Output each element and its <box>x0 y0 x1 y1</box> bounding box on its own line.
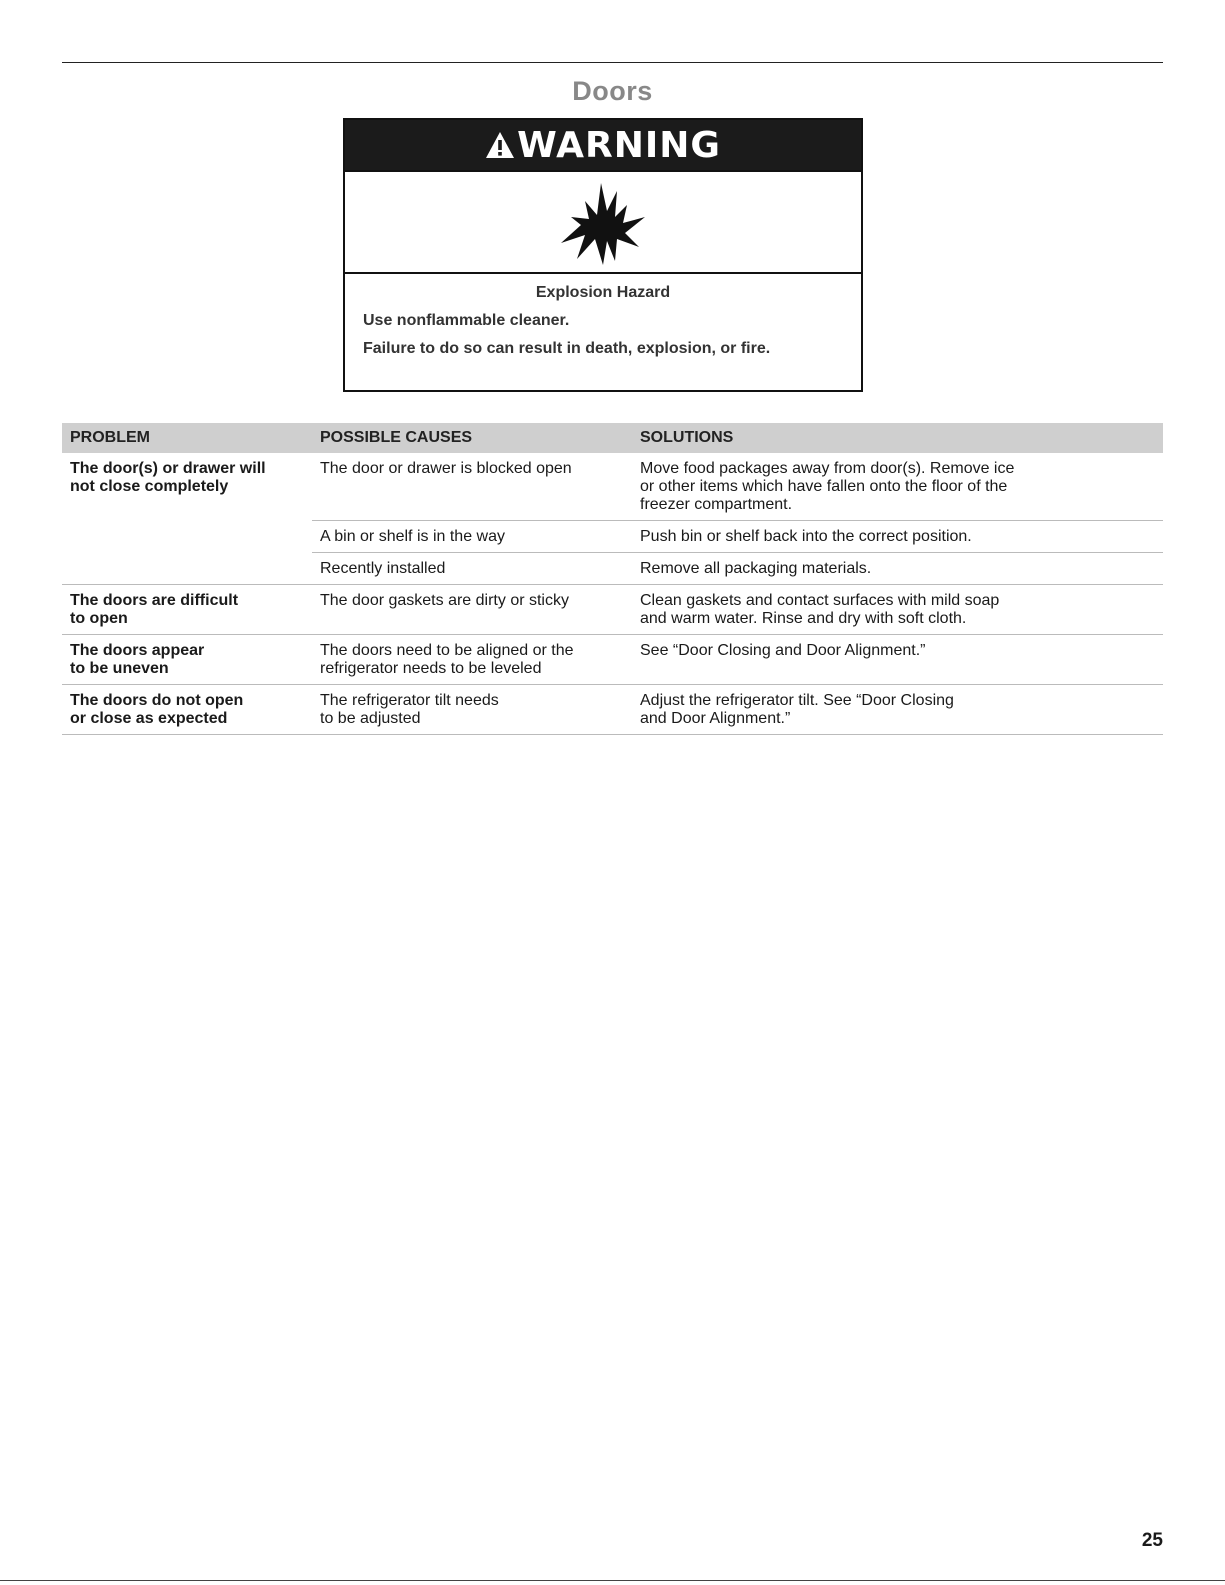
table-row <box>62 685 1163 735</box>
warning-header <box>345 120 861 170</box>
explosion-icon <box>555 177 651 267</box>
cause-solution-row <box>312 520 1163 552</box>
cause-cell: The door or drawer is blocked open <box>320 460 572 477</box>
cause-solution-row <box>312 585 1163 634</box>
solution-cell: Remove all packaging materials. <box>640 560 872 577</box>
solution-cell: Clean gaskets and contact surfaces with mild soap and warm water. Rinse and dry with soft cloth. <box>640 592 1000 627</box>
warning-line-2: Failure to do so can result in death, explosion, or fire. <box>363 340 771 357</box>
section-title: Doors <box>572 76 653 106</box>
table-row <box>62 585 1163 635</box>
troubleshooting-table <box>62 423 1163 735</box>
cause-cell: The door gaskets are dirty or sticky <box>320 592 569 609</box>
header-problem: PROBLEM <box>70 429 150 446</box>
warning-symbol-area <box>345 170 861 274</box>
problem-cell: The door(s) or drawer will not close completely <box>70 460 266 495</box>
page-number: 25 <box>1141 1530 1163 1551</box>
cause-solution-row <box>312 635 1163 684</box>
cause-solution-row <box>312 685 1163 734</box>
cause-solution-row <box>312 453 1163 520</box>
cause-cell: The doors need to be aligned or the refrigerator needs to be leveled <box>320 642 574 677</box>
cause-cell: A bin or shelf is in the way <box>320 528 505 545</box>
header-solutions: SOLUTIONS <box>640 429 734 446</box>
warning-box <box>343 118 863 392</box>
bottom-rule <box>0 1580 1225 1581</box>
solution-cell: Move food packages away from door(s). Remove ice or other items which have fallen onto the floor of the freezer compartment. <box>640 460 1015 513</box>
cause-cell: Recently installed <box>320 560 446 577</box>
warning-text <box>345 274 861 358</box>
solution-cell: Push bin or shelf back into the correct position. <box>640 528 972 545</box>
header-possible-causes: POSSIBLE CAUSES <box>320 429 473 446</box>
problem-cell: The doors are difficult to open <box>70 592 239 627</box>
problem-cell: The doors do not open or close as expected <box>70 692 244 727</box>
warning-header-text: WARNING <box>517 124 721 166</box>
cause-solution-row <box>312 552 1163 584</box>
table-header <box>62 423 1163 453</box>
table-row <box>62 453 1163 585</box>
warning-line-1: Use nonflammable cleaner. <box>363 312 570 329</box>
table-row <box>62 635 1163 685</box>
solution-cell: See “Door Closing and Door Alignment.” <box>640 642 926 659</box>
cause-cell: The refrigerator tilt needs to be adjusted <box>320 692 499 727</box>
warning-title: Explosion Hazard <box>535 284 671 301</box>
warning-triangle-icon <box>485 131 515 159</box>
problem-cell: The doors appear to be uneven <box>70 642 205 677</box>
top-rule <box>62 62 1163 63</box>
solution-cell: Adjust the refrigerator tilt. See “Door Closing and Door Alignment.” <box>640 692 954 727</box>
